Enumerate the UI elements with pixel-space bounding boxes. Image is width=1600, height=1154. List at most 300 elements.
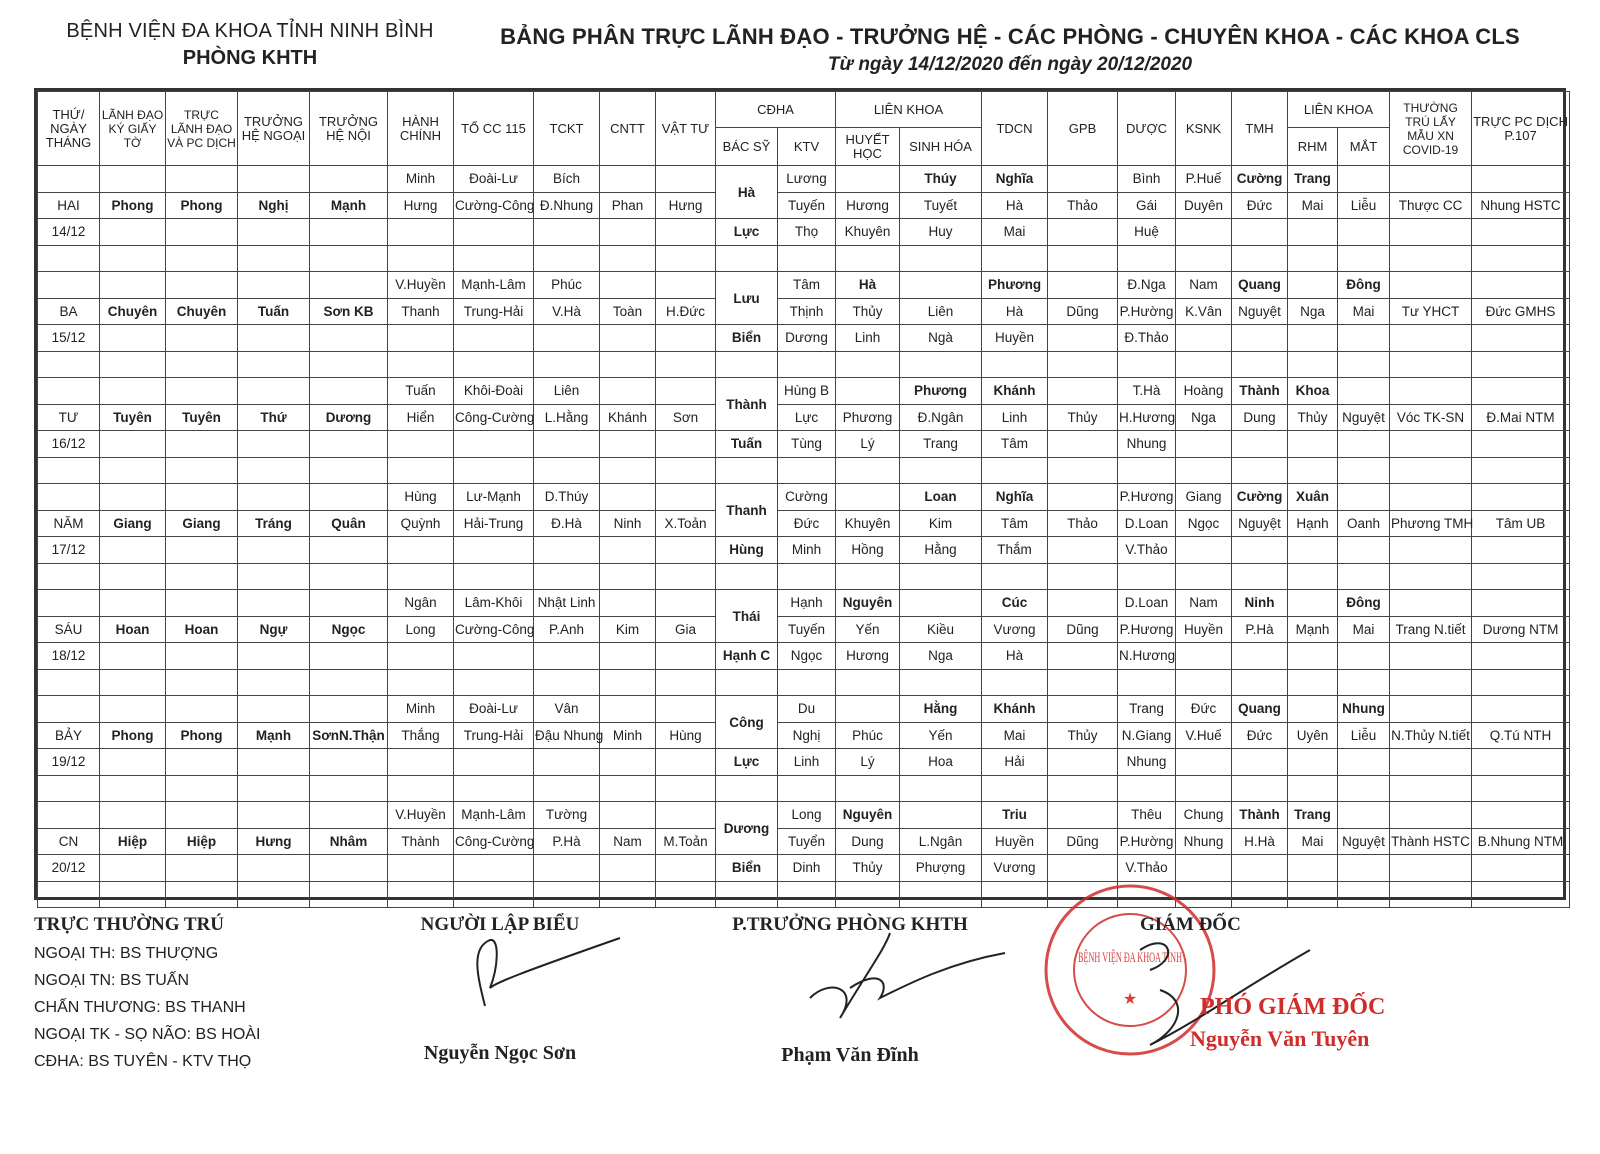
- cell-huyet-hoc: [836, 484, 900, 511]
- cell-mat: Nhung: [1338, 696, 1390, 723]
- cell-empty: [238, 537, 310, 564]
- cell-to-cc-115: Khôi-Đoài: [454, 378, 534, 405]
- cell-vat-tu: [656, 881, 716, 908]
- cell-ksnk: [1176, 855, 1232, 882]
- cell-mat: Đông: [1338, 590, 1390, 617]
- cell-empty: [310, 457, 388, 484]
- resident-line: NGOẠI TK - SỌ NÃO: BS HOÀI: [34, 1026, 261, 1043]
- cell-to-cc-115: [454, 325, 534, 352]
- cell-empty: [238, 325, 310, 352]
- cell-empty: [238, 696, 310, 723]
- cell-hanh-chinh: [388, 219, 454, 246]
- deputy-head-name: Phạm Văn Đĩnh: [781, 1044, 919, 1066]
- stamp-star: ★: [1122, 991, 1138, 1008]
- preparer-block: [400, 914, 600, 1114]
- cell-bac-sy: Thanh: [716, 484, 778, 537]
- cell-truc-lanh-dao: Phong: [166, 722, 238, 749]
- cell-empty: [716, 457, 778, 484]
- day-cell-empty: [38, 484, 100, 511]
- col-truc-lanh-dao: TRỰC LÃNH ĐẠO VÀ PC DỊCH: [166, 92, 238, 166]
- cell-to-cc-115: Đoài-Lư: [454, 696, 534, 723]
- cell-vat-tu: [656, 431, 716, 458]
- cell-gpb: [1048, 590, 1118, 617]
- cell-duoc: V.Thảo: [1118, 855, 1176, 882]
- cell-tckt: [534, 643, 600, 670]
- cell-truong-he-ngoai: Ngự: [238, 616, 310, 643]
- cell-tckt: [534, 775, 600, 802]
- col-truong-he-ngoai: TRƯỞNG HỆ NGOẠI: [238, 92, 310, 166]
- cell-tmh: Nguyệt: [1232, 298, 1288, 325]
- cell-huyet-hoc: [836, 563, 900, 590]
- cell-hanh-chinh: Minh: [388, 166, 454, 193]
- cell-empty: [166, 643, 238, 670]
- cell-to-cc-115: [454, 643, 534, 670]
- cell-empty: [166, 351, 238, 378]
- cell-tmh: Ninh: [1232, 590, 1288, 617]
- cell-empty: [166, 166, 238, 193]
- day-weekday: BẢY: [38, 722, 100, 749]
- cell-thuong-tru: N.Thủy N.tiết: [1390, 722, 1472, 749]
- cell-empty: [100, 881, 166, 908]
- cell-thuong-tru: Tư YHCT: [1390, 298, 1472, 325]
- cell-thuong-tru: [1390, 802, 1472, 829]
- cell-huyet-hoc: [836, 775, 900, 802]
- table-row: [38, 431, 1570, 458]
- day-cell-empty: [38, 272, 100, 299]
- cell-cntt: [600, 272, 656, 299]
- cell-gpb: [1048, 245, 1118, 272]
- day-weekday: BA: [38, 298, 100, 325]
- cell-truc-pc: [1472, 802, 1570, 829]
- cell-bac-sy: Lưu: [716, 272, 778, 325]
- cell-empty: [166, 563, 238, 590]
- cell-empty: [100, 537, 166, 564]
- cell-tmh: [1232, 245, 1288, 272]
- cell-bac-sy: Lực: [716, 749, 778, 776]
- cell-lanh-dao-ky: Phong: [100, 192, 166, 219]
- cell-truong-he-ngoai: Nghị: [238, 192, 310, 219]
- cell-bac-sy: Hùng: [716, 537, 778, 564]
- cell-truong-he-noi: Quân: [310, 510, 388, 537]
- col-day: THỨ/ NGÀY THÁNG: [38, 92, 100, 166]
- cell-cntt: [600, 590, 656, 617]
- day-cell-empty: [38, 775, 100, 802]
- cell-sinh-hoa: Kiều: [900, 616, 982, 643]
- table-row: [38, 643, 1570, 670]
- cell-truc-pc: [1472, 696, 1570, 723]
- cell-empty: [166, 775, 238, 802]
- cell-lanh-dao-ky: Chuyên: [100, 298, 166, 325]
- cell-mat: [1338, 775, 1390, 802]
- day-cell-empty: [38, 881, 100, 908]
- table-row: [38, 484, 1570, 511]
- cell-tckt: [534, 325, 600, 352]
- cell-thuong-tru: [1390, 245, 1472, 272]
- cell-empty: [310, 749, 388, 776]
- cell-empty: [310, 855, 388, 882]
- vice-director-name: Nguyễn Văn Tuyên: [1190, 1026, 1370, 1051]
- cell-vat-tu: H.Đức: [656, 298, 716, 325]
- cell-truc-pc: [1472, 643, 1570, 670]
- cell-vat-tu: [656, 563, 716, 590]
- cell-vat-tu: [656, 855, 716, 882]
- table-row: [38, 272, 1570, 299]
- cell-hanh-chinh: Hiển: [388, 404, 454, 431]
- cell-ksnk: [1176, 431, 1232, 458]
- cell-tdcn: Mai: [982, 219, 1048, 246]
- cell-sinh-hoa: Trang: [900, 431, 982, 458]
- cell-thuong-tru: [1390, 166, 1472, 193]
- cell-thuong-tru: [1390, 457, 1472, 484]
- cell-hanh-chinh: Long: [388, 616, 454, 643]
- cell-truc-pc: [1472, 775, 1570, 802]
- cell-mat: [1338, 351, 1390, 378]
- cell-mat: Đông: [1338, 272, 1390, 299]
- cell-ktv: Tuyến: [778, 192, 836, 219]
- cell-cntt: Khánh: [600, 404, 656, 431]
- cell-truc-pc: [1472, 166, 1570, 193]
- cell-empty: [100, 378, 166, 405]
- cell-truc-pc: [1472, 457, 1570, 484]
- cell-mat: Liễu: [1338, 192, 1390, 219]
- cell-cntt: [600, 855, 656, 882]
- cell-duoc: Thêu: [1118, 802, 1176, 829]
- cell-gpb: Thủy: [1048, 404, 1118, 431]
- cell-gpb: [1048, 775, 1118, 802]
- cell-vat-tu: [656, 484, 716, 511]
- cell-sinh-hoa: [900, 245, 982, 272]
- cell-cntt: Kim: [600, 616, 656, 643]
- cell-thuong-tru: [1390, 749, 1472, 776]
- cell-tckt: V.Hà: [534, 298, 600, 325]
- cell-huyet-hoc: Hồng: [836, 537, 900, 564]
- cell-empty: [100, 431, 166, 458]
- cell-ktv: Dinh: [778, 855, 836, 882]
- cell-rhm: [1288, 272, 1338, 299]
- cell-sinh-hoa: [900, 590, 982, 617]
- cell-tmh: Quang: [1232, 696, 1288, 723]
- cell-truc-pc: [1472, 590, 1570, 617]
- cell-gpb: [1048, 643, 1118, 670]
- table-row: [38, 298, 1570, 325]
- table-row: [38, 881, 1570, 908]
- cell-thuong-tru: Trang N.tiết: [1390, 616, 1472, 643]
- cell-sinh-hoa: [900, 669, 982, 696]
- cell-mat: [1338, 484, 1390, 511]
- day-date: 16/12: [38, 431, 100, 458]
- table-row: [38, 457, 1570, 484]
- cell-ktv: Du: [778, 696, 836, 723]
- cell-duoc: [1118, 351, 1176, 378]
- cell-tdcn: [982, 245, 1048, 272]
- cell-ktv: Hùng B: [778, 378, 836, 405]
- cell-cntt: [600, 219, 656, 246]
- cell-vat-tu: Sơn: [656, 404, 716, 431]
- cell-truong-he-noi: Ngọc: [310, 616, 388, 643]
- cell-truc-pc: [1472, 245, 1570, 272]
- cell-thuong-tru: [1390, 272, 1472, 299]
- cell-bac-sy: Thái: [716, 590, 778, 643]
- cell-tckt: L.Hằng: [534, 404, 600, 431]
- cell-empty: [166, 272, 238, 299]
- cell-thuong-tru: [1390, 696, 1472, 723]
- cell-ksnk: Nam: [1176, 590, 1232, 617]
- cell-hanh-chinh: [388, 775, 454, 802]
- cell-sinh-hoa: Huy: [900, 219, 982, 246]
- cell-ksnk: [1176, 325, 1232, 352]
- cell-rhm: [1288, 696, 1338, 723]
- cell-sinh-hoa: [900, 457, 982, 484]
- cell-sinh-hoa: Tuyết: [900, 192, 982, 219]
- cell-ktv: Long: [778, 802, 836, 829]
- cell-sinh-hoa: Phương: [900, 378, 982, 405]
- cell-mat: [1338, 431, 1390, 458]
- cell-ksnk: Nga: [1176, 404, 1232, 431]
- cell-bac-sy: Công: [716, 696, 778, 749]
- cell-tckt: Nhật Linh: [534, 590, 600, 617]
- cell-truong-he-ngoai: Thứ: [238, 404, 310, 431]
- cell-tdcn: Vương: [982, 855, 1048, 882]
- cell-gpb: [1048, 537, 1118, 564]
- cell-sinh-hoa: [900, 563, 982, 590]
- cell-truc-pc: [1472, 325, 1570, 352]
- cell-cntt: Nam: [600, 828, 656, 855]
- table-row: [38, 775, 1570, 802]
- cell-hanh-chinh: [388, 431, 454, 458]
- day-cell-empty: [38, 669, 100, 696]
- cell-hanh-chinh: [388, 855, 454, 882]
- cell-huyet-hoc: Dung: [836, 828, 900, 855]
- cell-empty: [716, 563, 778, 590]
- cell-ktv: [778, 669, 836, 696]
- cell-rhm: [1288, 245, 1338, 272]
- cell-vat-tu: Gia: [656, 616, 716, 643]
- cell-truong-he-ngoai: Hưng: [238, 828, 310, 855]
- cell-huyet-hoc: [836, 696, 900, 723]
- cell-duoc: P.Hường: [1118, 828, 1176, 855]
- cell-tckt: [534, 563, 600, 590]
- cell-vat-tu: [656, 669, 716, 696]
- cell-duoc: V.Thảo: [1118, 537, 1176, 564]
- cell-ktv: Minh: [778, 537, 836, 564]
- cell-duoc: P.Hương: [1118, 616, 1176, 643]
- cell-gpb: [1048, 325, 1118, 352]
- cell-empty: [238, 802, 310, 829]
- cell-tdcn: Hải: [982, 749, 1048, 776]
- cell-ksnk: [1176, 245, 1232, 272]
- cell-vat-tu: [656, 272, 716, 299]
- cell-tckt: [534, 245, 600, 272]
- cell-empty: [100, 749, 166, 776]
- cell-tmh: [1232, 669, 1288, 696]
- cell-to-cc-115: [454, 881, 534, 908]
- cell-tmh: Cường: [1232, 166, 1288, 193]
- cell-vat-tu: [656, 245, 716, 272]
- day-weekday: CN: [38, 828, 100, 855]
- cell-vat-tu: [656, 696, 716, 723]
- cell-huyet-hoc: Nguyên: [836, 802, 900, 829]
- cell-ksnk: Chung: [1176, 802, 1232, 829]
- cell-mat: [1338, 537, 1390, 564]
- cell-truc-pc: [1472, 563, 1570, 590]
- cell-ktv: Lương: [778, 166, 836, 193]
- cell-tmh: [1232, 351, 1288, 378]
- cell-gpb: [1048, 351, 1118, 378]
- cell-empty: [166, 802, 238, 829]
- cell-sinh-hoa: Phượng: [900, 855, 982, 882]
- cell-thuong-tru: [1390, 431, 1472, 458]
- cell-empty: [310, 245, 388, 272]
- cell-truc-lanh-dao: Giang: [166, 510, 238, 537]
- cell-truc-pc: Q.Tú NTH: [1472, 722, 1570, 749]
- cell-to-cc-115: [454, 245, 534, 272]
- cell-truc-pc: Dương NTM: [1472, 616, 1570, 643]
- cell-hanh-chinh: [388, 881, 454, 908]
- cell-sinh-hoa: Ngà: [900, 325, 982, 352]
- cell-huyet-hoc: Nguyên: [836, 590, 900, 617]
- cell-tmh: Dung: [1232, 404, 1288, 431]
- table-row: [38, 749, 1570, 776]
- cell-ksnk: Đức: [1176, 696, 1232, 723]
- cell-rhm: Trang: [1288, 802, 1338, 829]
- col-gpb: GPB: [1048, 92, 1118, 166]
- table-row: [38, 669, 1570, 696]
- cell-tdcn: Thắm: [982, 537, 1048, 564]
- cell-tdcn: Phương: [982, 272, 1048, 299]
- cell-tmh: Đức: [1232, 192, 1288, 219]
- duty-table-frame: [34, 88, 1566, 900]
- cell-duoc: P.Hường: [1118, 298, 1176, 325]
- cell-huyet-hoc: Linh: [836, 325, 900, 352]
- cell-vat-tu: Hưng: [656, 192, 716, 219]
- header-right: [470, 24, 1550, 76]
- cell-sinh-hoa: Nga: [900, 643, 982, 670]
- cell-duoc: N.Hương: [1118, 643, 1176, 670]
- cell-empty: [310, 219, 388, 246]
- cell-truong-he-noi: SơnN.Thận: [310, 722, 388, 749]
- cell-empty: [310, 775, 388, 802]
- cell-hanh-chinh: Thành: [388, 828, 454, 855]
- cell-thuong-tru: Vóc TK-SN: [1390, 404, 1472, 431]
- table-row: [38, 245, 1570, 272]
- cell-to-cc-115: Cường-Công: [454, 192, 534, 219]
- cell-gpb: [1048, 669, 1118, 696]
- cell-tdcn: Linh: [982, 404, 1048, 431]
- cell-gpb: [1048, 749, 1118, 776]
- cell-empty: [238, 749, 310, 776]
- cell-huyet-hoc: [836, 378, 900, 405]
- cell-empty: [310, 431, 388, 458]
- cell-to-cc-115: [454, 563, 534, 590]
- day-date: 15/12: [38, 325, 100, 352]
- cell-cntt: [600, 484, 656, 511]
- cell-ksnk: Hoàng: [1176, 378, 1232, 405]
- cell-empty: [166, 590, 238, 617]
- table-row: [38, 855, 1570, 882]
- cell-mat: [1338, 802, 1390, 829]
- preparer-title: NGƯỜI LẬP BIỂU: [420, 914, 580, 935]
- cell-huyet-hoc: Phúc: [836, 722, 900, 749]
- cell-empty: [100, 643, 166, 670]
- cell-ksnk: [1176, 749, 1232, 776]
- table-row: [38, 696, 1570, 723]
- table-row: [38, 510, 1570, 537]
- cell-tdcn: Huyền: [982, 828, 1048, 855]
- cell-lanh-dao-ky: Hoan: [100, 616, 166, 643]
- cell-thuong-tru: [1390, 378, 1472, 405]
- cell-thuong-tru: [1390, 590, 1472, 617]
- cell-vat-tu: Hùng: [656, 722, 716, 749]
- cell-gpb: [1048, 166, 1118, 193]
- header-left: [40, 20, 460, 70]
- day-cell-empty: [38, 563, 100, 590]
- cell-ktv: Đức: [778, 510, 836, 537]
- cell-cntt: [600, 245, 656, 272]
- cell-empty: [716, 775, 778, 802]
- col-truc-pc: TRỰC PC DỊCH P.107: [1472, 92, 1570, 166]
- cell-mat: [1338, 457, 1390, 484]
- cell-duoc: [1118, 775, 1176, 802]
- cell-cntt: Minh: [600, 722, 656, 749]
- cell-cntt: [600, 881, 656, 908]
- cell-empty: [238, 669, 310, 696]
- col-ksnk: KSNK: [1176, 92, 1232, 166]
- cell-to-cc-115: Lư-Mạnh: [454, 484, 534, 511]
- cell-ktv: Linh: [778, 749, 836, 776]
- cell-empty: [238, 351, 310, 378]
- cell-tmh: P.Hà: [1232, 616, 1288, 643]
- cell-truc-lanh-dao: Chuyên: [166, 298, 238, 325]
- cell-sinh-hoa: [900, 351, 982, 378]
- cell-hanh-chinh: V.Huyền: [388, 802, 454, 829]
- cell-vat-tu: [656, 775, 716, 802]
- cell-duoc: H.Hương: [1118, 404, 1176, 431]
- cell-rhm: [1288, 669, 1338, 696]
- cell-to-cc-115: [454, 431, 534, 458]
- cell-huyet-hoc: Khuyên: [836, 510, 900, 537]
- department-name: PHÒNG KHTH: [182, 47, 318, 69]
- cell-sinh-hoa: Thúy: [900, 166, 982, 193]
- cell-empty: [310, 590, 388, 617]
- cell-tmh: Đức: [1232, 722, 1288, 749]
- cell-bac-sy: Biển: [716, 855, 778, 882]
- cell-ksnk: K.Vân: [1176, 298, 1232, 325]
- cell-truong-he-noi: Nhâm: [310, 828, 388, 855]
- cell-truc-lanh-dao: Hoan: [166, 616, 238, 643]
- cell-tckt: [534, 219, 600, 246]
- col-sinh-hoa: SINH HÓA: [900, 128, 982, 166]
- cell-mat: [1338, 749, 1390, 776]
- cell-truc-pc: B.Nhung NTM: [1472, 828, 1570, 855]
- cell-tdcn: Mai: [982, 722, 1048, 749]
- cell-vat-tu: [656, 378, 716, 405]
- hospital-name: BỆNH VIỆN ĐA KHOA TỈNH NINH BÌNH: [66, 20, 434, 42]
- cell-hanh-chinh: Thắng: [388, 722, 454, 749]
- col-truong-he-noi: TRƯỞNG HỆ NỘI: [310, 92, 388, 166]
- cell-tdcn: Tâm: [982, 431, 1048, 458]
- cell-cntt: [600, 802, 656, 829]
- cell-tckt: Đ.Hà: [534, 510, 600, 537]
- cell-hanh-chinh: [388, 457, 454, 484]
- cell-mat: [1338, 669, 1390, 696]
- col-thuong-tru: THƯỜNG TRÚ LẤY MẪU XN COVID-19: [1390, 92, 1472, 166]
- resident-line: CĐHA: BS TUYÊN - KTV THỌ: [34, 1053, 252, 1070]
- cell-tdcn: Triu: [982, 802, 1048, 829]
- cell-hanh-chinh: [388, 245, 454, 272]
- cell-bac-sy: Lực: [716, 219, 778, 246]
- cell-empty: [166, 696, 238, 723]
- deputy-head-title: P.TRƯỞNG PHÒNG KHTH: [732, 914, 968, 935]
